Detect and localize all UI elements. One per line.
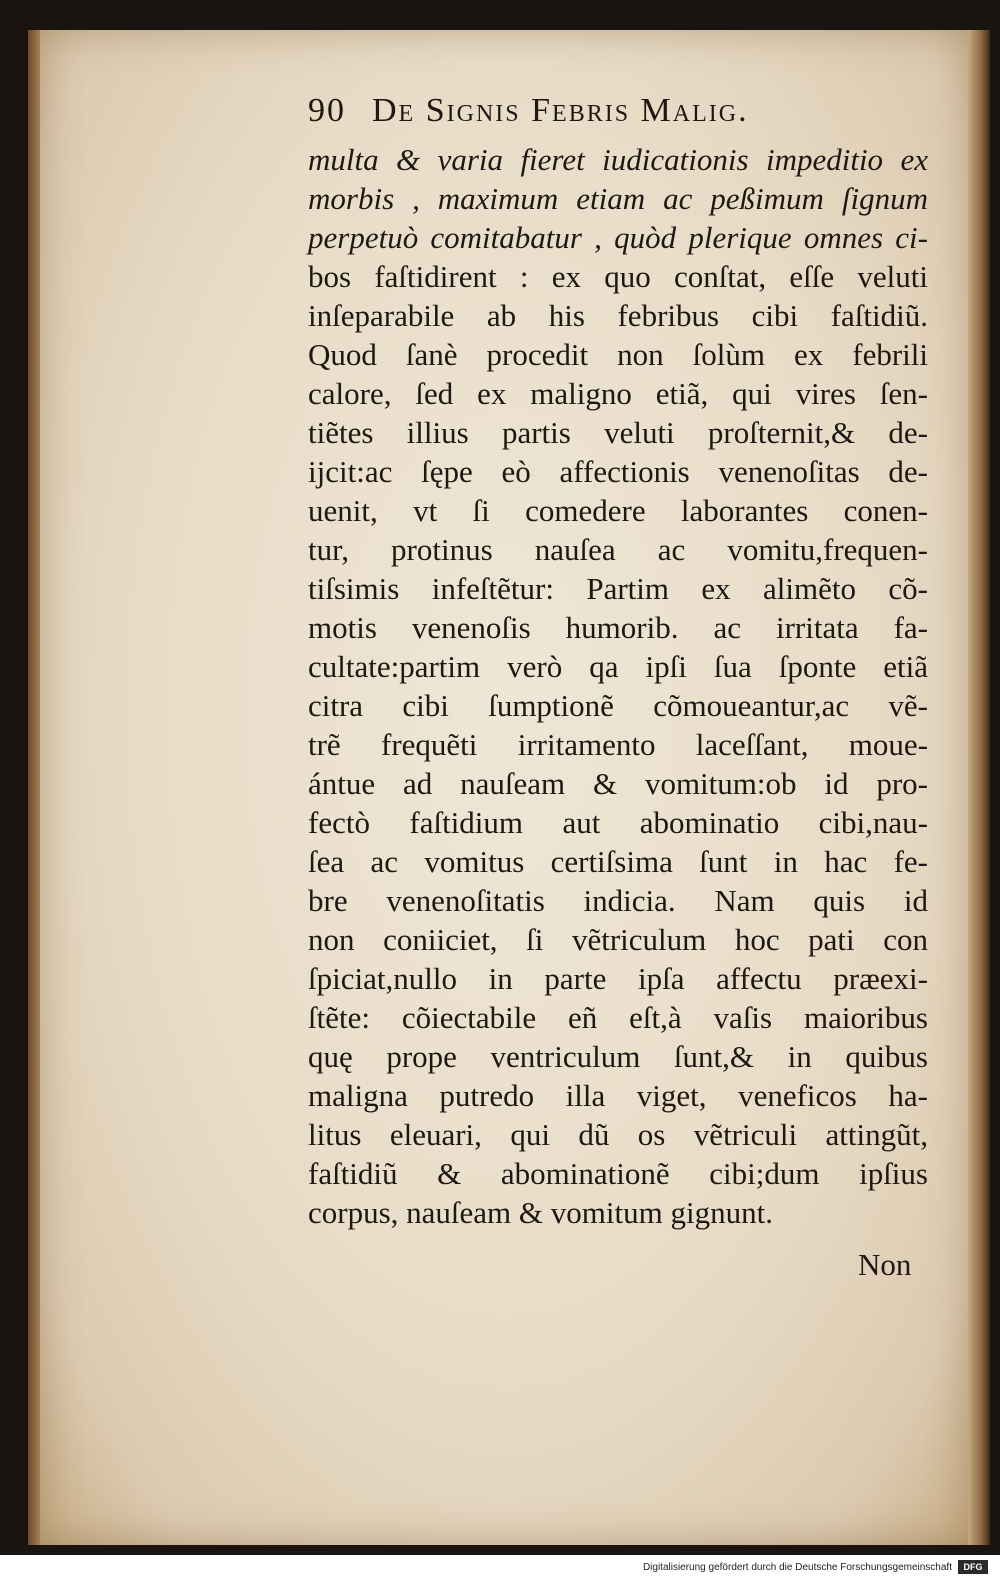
text-line: citra cibi ſumptionẽ cõmoueantur,ac vẽ- xyxy=(308,688,928,723)
text-line: bre venenoſitatis indicia. Nam quis id xyxy=(308,883,928,918)
text-line: ſea ac vomitus certiſsima ſunt in hac fe- xyxy=(308,844,928,879)
text-line: litus eleuari, qui dũ os vẽtriculi attingũt, xyxy=(308,1117,928,1152)
text-line: trẽ frequẽti irritamento laceſſant, moue- xyxy=(308,727,928,762)
text-line: quę prope ventriculum ſunt,& in quibus xyxy=(308,1039,928,1074)
text-line: calore, ſed ex maligno etiã, qui vires ſen- xyxy=(308,376,928,411)
text-line: tur, protinus nauſea ac vomitu,frequen- xyxy=(308,532,928,567)
text-line: multa & varia fieret iudicationis impeditio ex xyxy=(308,142,928,177)
text-line: cultate:partim verò qa ipſi ſua ſponte etiã xyxy=(308,649,928,684)
text-line: tiẽtes illius partis veluti proſternit,& de- xyxy=(308,415,928,450)
text-line: corpus, nauſeam & vomitum gignunt. xyxy=(308,1195,773,1230)
text-line: non coniiciet, ſi vẽtriculum hoc pati con xyxy=(308,922,928,957)
text-line: fectò faſtidium aut abominatio cibi,nau- xyxy=(308,805,928,840)
dfg-logo: DFG xyxy=(958,1560,988,1574)
text-line: maligna putredo illa viget, veneficos ha- xyxy=(308,1078,928,1113)
page-edge-right xyxy=(968,30,990,1545)
running-title: De Signis Febris Malig. xyxy=(372,92,749,129)
funding-credit: Digitalisierung gefördert durch die Deutsche Forschungsgemeinschaft xyxy=(642,1562,952,1573)
text-line: Quod ſanè procedit non ſolùm ex febrili xyxy=(308,337,928,372)
text-line: morbis , maximum etiam ac peßimum ſignum xyxy=(308,181,928,216)
digitization-footer xyxy=(0,1555,1000,1583)
body-text xyxy=(308,140,928,1232)
text-line: ántue ad nauſeam & vomitum:ob id pro- xyxy=(308,766,928,801)
text-line: inſeparabile ab his febribus cibi faſtidiũ. xyxy=(308,298,928,333)
text-line: ſtẽte: cõiectabile eñ eſt,à vaſis maioribus xyxy=(308,1000,928,1035)
page-number: 90 xyxy=(308,92,346,129)
catchword: Non xyxy=(858,1247,912,1282)
text-line: ſpiciat,nullo in parte ipſa affectu præexi- xyxy=(308,961,928,996)
text-line: bos faſtidirent : ex quo conſtat, eſſe veluti xyxy=(308,259,928,294)
running-head xyxy=(308,92,928,130)
text-line: tiſsimis infeſtẽtur: Partim ex alimẽto cõ- xyxy=(308,571,928,606)
text-line: motis venenoſis humorib. ac irritata fa- xyxy=(308,610,928,645)
text-line: faſtidiũ & abominationẽ cibi;dum ipſius xyxy=(308,1156,928,1191)
text-line: ijcit:ac ſępe eò affectionis venenoſitas de- xyxy=(308,454,928,489)
text-line: perpetuò comitabatur , quòd plerique omnes ci- xyxy=(308,220,928,255)
text-line: uenit, vt ſi comedere laborantes conen- xyxy=(308,493,928,528)
